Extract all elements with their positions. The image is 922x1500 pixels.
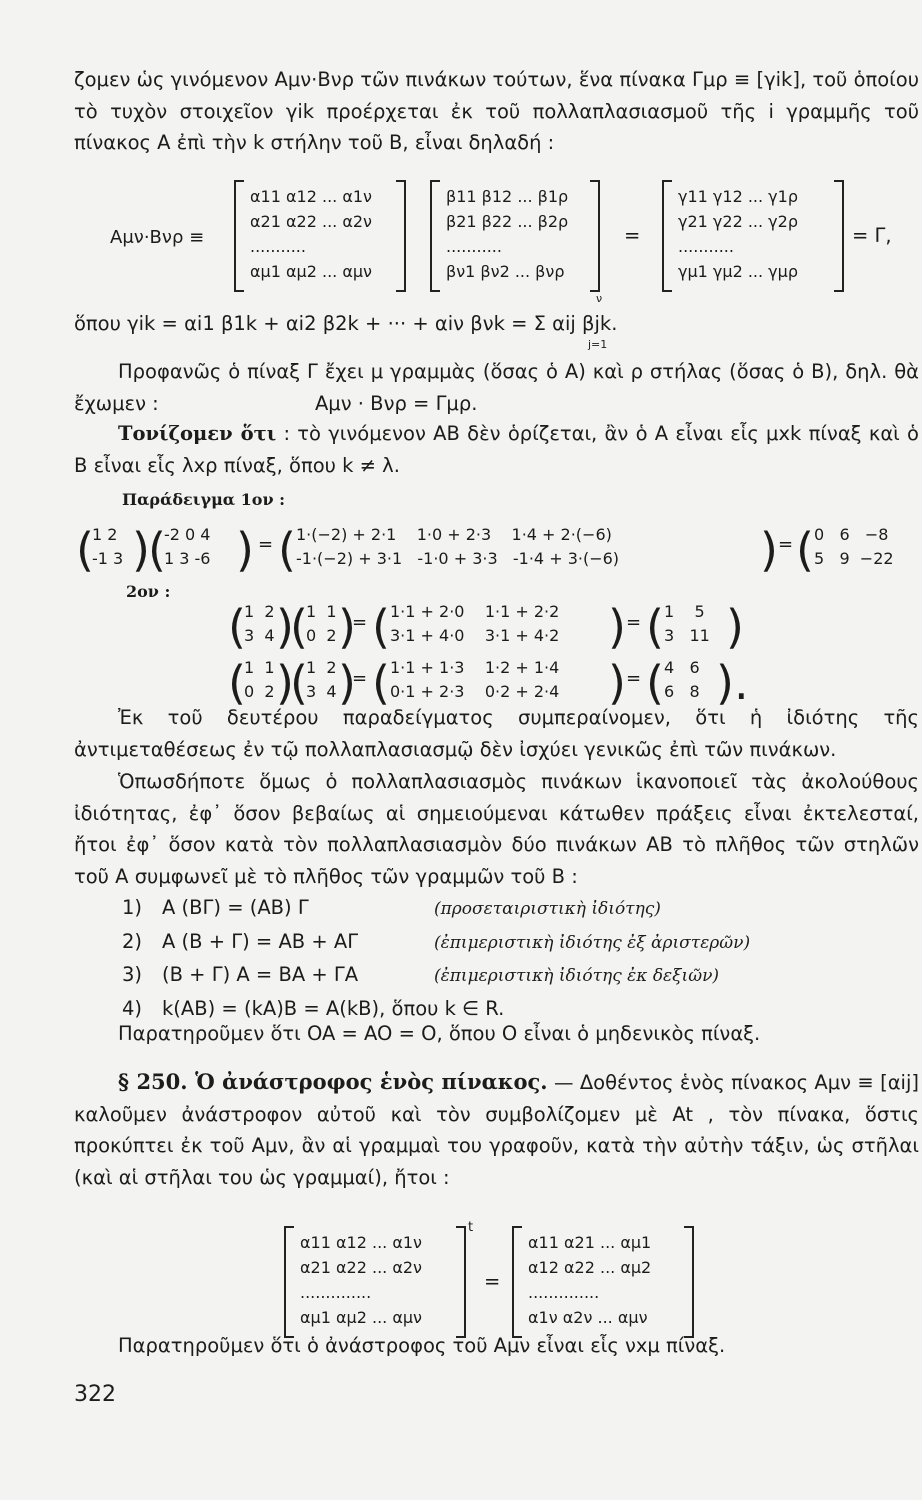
properties-list <box>122 892 750 1024</box>
paragraph-transpose-dimensions: Παρατηροῦμεν ὅτι ὁ ἀνάστροφος τοῦ Aμν εἶναι εἷς νxμ πίναξ. <box>118 1334 726 1357</box>
sum-lower-limit: j=1 <box>588 338 608 351</box>
paragraph-commutativity: Ἐκ τοῦ δευτέρου παραδείγματος συμπεραίνομεν, ὅτι ἡ ἰδιότης τῆς ἀντιμεταθέσεως ἐν τῷ πολλαπλασιασμῷ δὲν ἰσχύει γενικῶς ἐπὶ τῶν πινάκων. <box>74 706 919 761</box>
paragraph-properties-intro: Ὁπωσδήποτε ὅμως ὁ πολλαπλασιασμὸς πινάκων ἱκανοποιεῖ τὰς ἀκολούθους ἰδιότητας, ἐφ᾽ ὅσον βεβαίως αἱ σημειούμεναι κάτωθεν πράξεις εἶναι ἐκτελεσταί, ἤτοι ἐφ᾽ ὅσον κατὰ τὸν πολλαπλασιασμὸν δύο πινάκων AB τὸ πλῆθος τῶν στηλῶν τοῦ A συμφωνεῖ μὲ τὸ πλῆθος τῶν γραμμῶν τοῦ B : <box>74 770 919 888</box>
matrix-a: α11 α12 ... α1ν α21 α22 ... α2ν ........... αμ1 αμ2 ... αμν <box>236 180 404 292</box>
matrix-gamma: γ11 γ12 ... γ1ρ γ21 γ22 ... γ2ρ ........... γμ1 γμ2 ... γμρ <box>664 180 842 292</box>
paragraph-zero-matrix: Παρατηροῦμεν ὅτι OA = AO = O, ὅπου O εἶναι ὁ μηδενικὸς πίναξ. <box>118 1022 761 1045</box>
transpose-equals: = <box>484 1270 501 1293</box>
page-number: 322 <box>74 1382 116 1407</box>
ex2a-equals-2: = <box>626 612 642 633</box>
product-equals: = <box>624 224 641 247</box>
property-item: 1) A (BΓ) = (AB) Γ (προσεταιριστικὴ ἰδιότης) <box>122 896 661 919</box>
transpose-superscript: t <box>468 1220 474 1235</box>
where-formula: ὅπου γik = αi1 β1k + αi2 β2k + ··· + αiν βνk = Σ αij βjk. <box>74 312 618 335</box>
section-transpose: § 250. Ὁ ἀνάστροφος ἑνὸς πίνακος. — Δοθέντος ἑνὸς πίνακος Aμν ≡ [αij] καλοῦμεν ἀνάστροφον αὐτοῦ καὶ τὸν συμβολίζομεν μὲ At , τὸν πίνακα, ὅστις προκύπτει ἐκ τοῦ Aμν, ἂν αἱ γραμμαὶ του γραφοῦν, κατὰ τὴν αὐτὴν τάξιν, ὡς στῆλαι (καὶ αἱ στῆλαι του ὡς γραμμαί), ἤτοι : <box>74 1069 919 1189</box>
ex1-equals-2: = <box>778 534 794 555</box>
example-1-label: Παράδειγμα 1ον : <box>122 490 286 509</box>
ex2b-equals: = <box>352 668 368 689</box>
matrix-a-transposed-source: α11 α12 ... α1ν α21 α22 ... α2ν .............. αμ1 αμ2 ... αμν <box>286 1226 464 1338</box>
property-item: 2) A (B + Γ) = AB + AΓ (ἐπιμεριστικὴ ἰδιότης ἐξ ἀριστερῶν) <box>122 929 751 953</box>
matrix-transpose-result: α11 α21 ... αμ1 α12 α22 ... αμ2 .............. α1ν α2ν ... αμν <box>514 1226 692 1338</box>
ex1-equals: = <box>258 534 274 555</box>
emphasis-label: Τονίζομεν ὅτι <box>118 422 277 445</box>
product-rhs: = Γ, <box>852 224 892 247</box>
matrix-b: β11 β12 ... β1ρ β21 β22 ... β2ρ ........... βν1 βν2 ... βνρ <box>432 180 598 292</box>
property-item: 3) (B + Γ) A = BA + ΓA (ἐπιμεριστικὴ ἰδιότης ἐκ δεξιῶν) <box>122 963 720 986</box>
sum-upper-limit: ν <box>596 292 603 305</box>
property-item: 4) k(AB) = (kA)B = A(kB), ὅπου k ∈ R. <box>122 996 505 1020</box>
example-2-label: 2ον : <box>126 582 171 601</box>
product-lhs: Aμν·Bνρ ≡ <box>110 227 205 248</box>
paragraph-emphasis: Τονίζομεν ὅτι : τὸ γινόμενον AB δὲν ὁρίζεται, ἂν ὁ A εἶναι εἷς μxk πίναξ καὶ ὁ B εἶναι εἷς λxρ πίναξ, ὅπου k ≠ λ. <box>74 422 919 477</box>
section-heading: § 250. Ὁ ἀνάστροφος ἑνὸς πίνακος. <box>118 1069 548 1094</box>
ex2b-equals-2: = <box>626 668 642 689</box>
paragraph-intro: ζομεν ὡς γινόμενον Aμν·Bνρ τῶν πινάκων τούτων, ἕνα πίνακα Γμρ ≡ [γik], τοῦ ὁποίου τὸ τυχὸν στοιχεῖον γik προέρχεται ἐκ τοῦ πολλαπλασιασμοῦ τῆς i γραμμῆς τοῦ πίνακος A ἐπὶ τὴν k στήλην τοῦ B, εἶναι δηλαδή : <box>74 68 919 154</box>
dimension-formula: Aμν · Bνρ = Γμρ. <box>314 391 478 415</box>
paragraph-dimensions: Προφανῶς ὁ πίναξ Γ ἔχει μ γραμμὰς (ὅσας ὁ A) καὶ ρ στήλας (ὅσας ὁ B), δηλ. θὰ ἔχωμεν : Aμν · Bνρ = Γμρ. <box>74 360 920 415</box>
book-page: ζομεν ὡς γινόμενον Aμν·Bνρ τῶν πινάκων τούτων, ἕνα πίνακα Γμρ ≡ [γik], τοῦ ὁποίου τὸ τυχὸν στοιχεῖον γik προέρχεται ἐκ τοῦ πολλαπλασιασμοῦ τῆς i γραμμῆς τοῦ πίνακος A ἐπὶ τὴν k στήλην τοῦ B, εἶναι δηλαδή : Aμν·Bνρ ≡ α11 α12 ... α1ν α21 α22 ... α2ν ........... αμ1 αμ2 ... αμν β11 β12 ... β1ρ β21 β22 ... β2ρ ........... βν1 βν2 ... βνρ = γ11 γ12 ... γ1ρ γ21 γ22 ... γ2ρ ........... γμ1 γμ2 ... γμρ = Γ, ν ὅπου γik = αi1 β1k + αi2 β2k + ··· + αiν βνk = Σ αij βjk. j=1 Προφανῶς ὁ πίναξ Γ ἔχει μ γραμμὰς (ὅσας ὁ A) καὶ ρ στήλας (ὅσας ὁ B), δηλ. θὰ ἔχωμεν : Aμν · Bνρ = Γμρ. Τονίζομεν ὅτι : τὸ γινόμενον AB δὲν ὁρίζεται, ἂν ὁ A εἶναι εἷς μxk πίναξ καὶ ὁ B εἶναι εἷς λxρ πίναξ, ὅπου k ≠ λ. Παράδειγμα 1ον : ( 1 2 -1 3 ) ( -2 0 4 1 3 -6 ) = ( 1·(−2) + 2·1 1·0 + 2·3 1·4 + 2·(−6) -1·(−2) + 3·1 -1·0 + 3·3 -1·4 + 3·(−6) ) = ( 0 6 −8 5 9 −22 2ον : ( 1 2 3 4 ) ( 1 1 0 2 ) = ( 1·1 + 2·0 1·1 + 2·2 3·1 + 4·0 3·1 + 4·2 ) = ( 1 5 3 11 ) ( 1 1 0 2 ) ( 1 2 3 4 ) = ( 1·1 + 1·3 1·2 + 1·4 0·1 + 2·3 0·2 + 2·4 ) = ( 4 6 6 8 ). Ἐκ τοῦ δευτέρου παραδείγματος συμπεραίνομεν, ὅτι ἡ ἰδιότης τῆς ἀντιμεταθέσεως ἐν τῷ πολλαπλασιασμῷ δὲν ἰσχύει γενικῶς ἐπὶ τῶν πινάκων. Ὁπωσδήποτε ὅμως ὁ πολλαπλασιασμὸς πινάκων ἱκανοποιεῖ τὰς ἀκολούθους ἰδιότητας, ἐφ᾽ ὅσον βεβαίως αἱ σημειούμεναι κάτωθεν πράξεις εἶναι ἐκτελεσταί, ἤτοι ἐφ᾽ ὅσον κατὰ τὸν πολλαπλασιασμὸν δύο πινάκων AB τὸ πλῆθος τῶν στηλῶν τοῦ A συμφωνεῖ μὲ τὸ πλῆθος τῶν γραμμῶν τοῦ B : 1) A (BΓ) = (AB) Γ (προσεταιριστικὴ ἰδιότης) 2) A (B + Γ) = AB + AΓ (ἐπιμεριστικὴ ἰδιότης ἐξ ἀριστερῶν) 3) (B + Γ) A = BA + ΓA (ἐπιμεριστικὴ ἰδιότης ἐκ δεξιῶν) 4) k(AB) = (kA)B = A(kB), ὅπου k ∈ R. Παρατηροῦμεν ὅτι OA = AO = O, ὅπου O εἶναι ὁ μηδενικὸς πίναξ. § 250. Ὁ ἀνάστροφος ἑνὸς πίνακος. — Δοθέντος ἑνὸς πίνακος Aμν ≡ [αij] καλοῦμεν ἀνάστροφον αὐτοῦ καὶ τὸν συμβολίζομεν μὲ At , τὸν πίνακα, ὅστις προκύπτει ἐκ τοῦ Aμν, ἂν αἱ γραμμαὶ του γραφοῦν, κατὰ τὴν αὐτὴν τάξιν, ὡς στῆλαι (καὶ αἱ στῆλαι του ὡς γραμμαί), ἤτοι : α11 α12 ... α1ν α21 α22 ... α2ν .............. αμ1 αμ2 ... αμν t = α11 α21 ... αμ1 α12 α22 ... αμ2 .............. α1ν α2ν ... αμν Παρατηροῦμεν ὅτι ὁ ἀνάστροφος τοῦ Aμν εἶναι εἷς νxμ πίναξ. 322 <box>0 0 922 1500</box>
ex2a-equals: = <box>352 612 368 633</box>
